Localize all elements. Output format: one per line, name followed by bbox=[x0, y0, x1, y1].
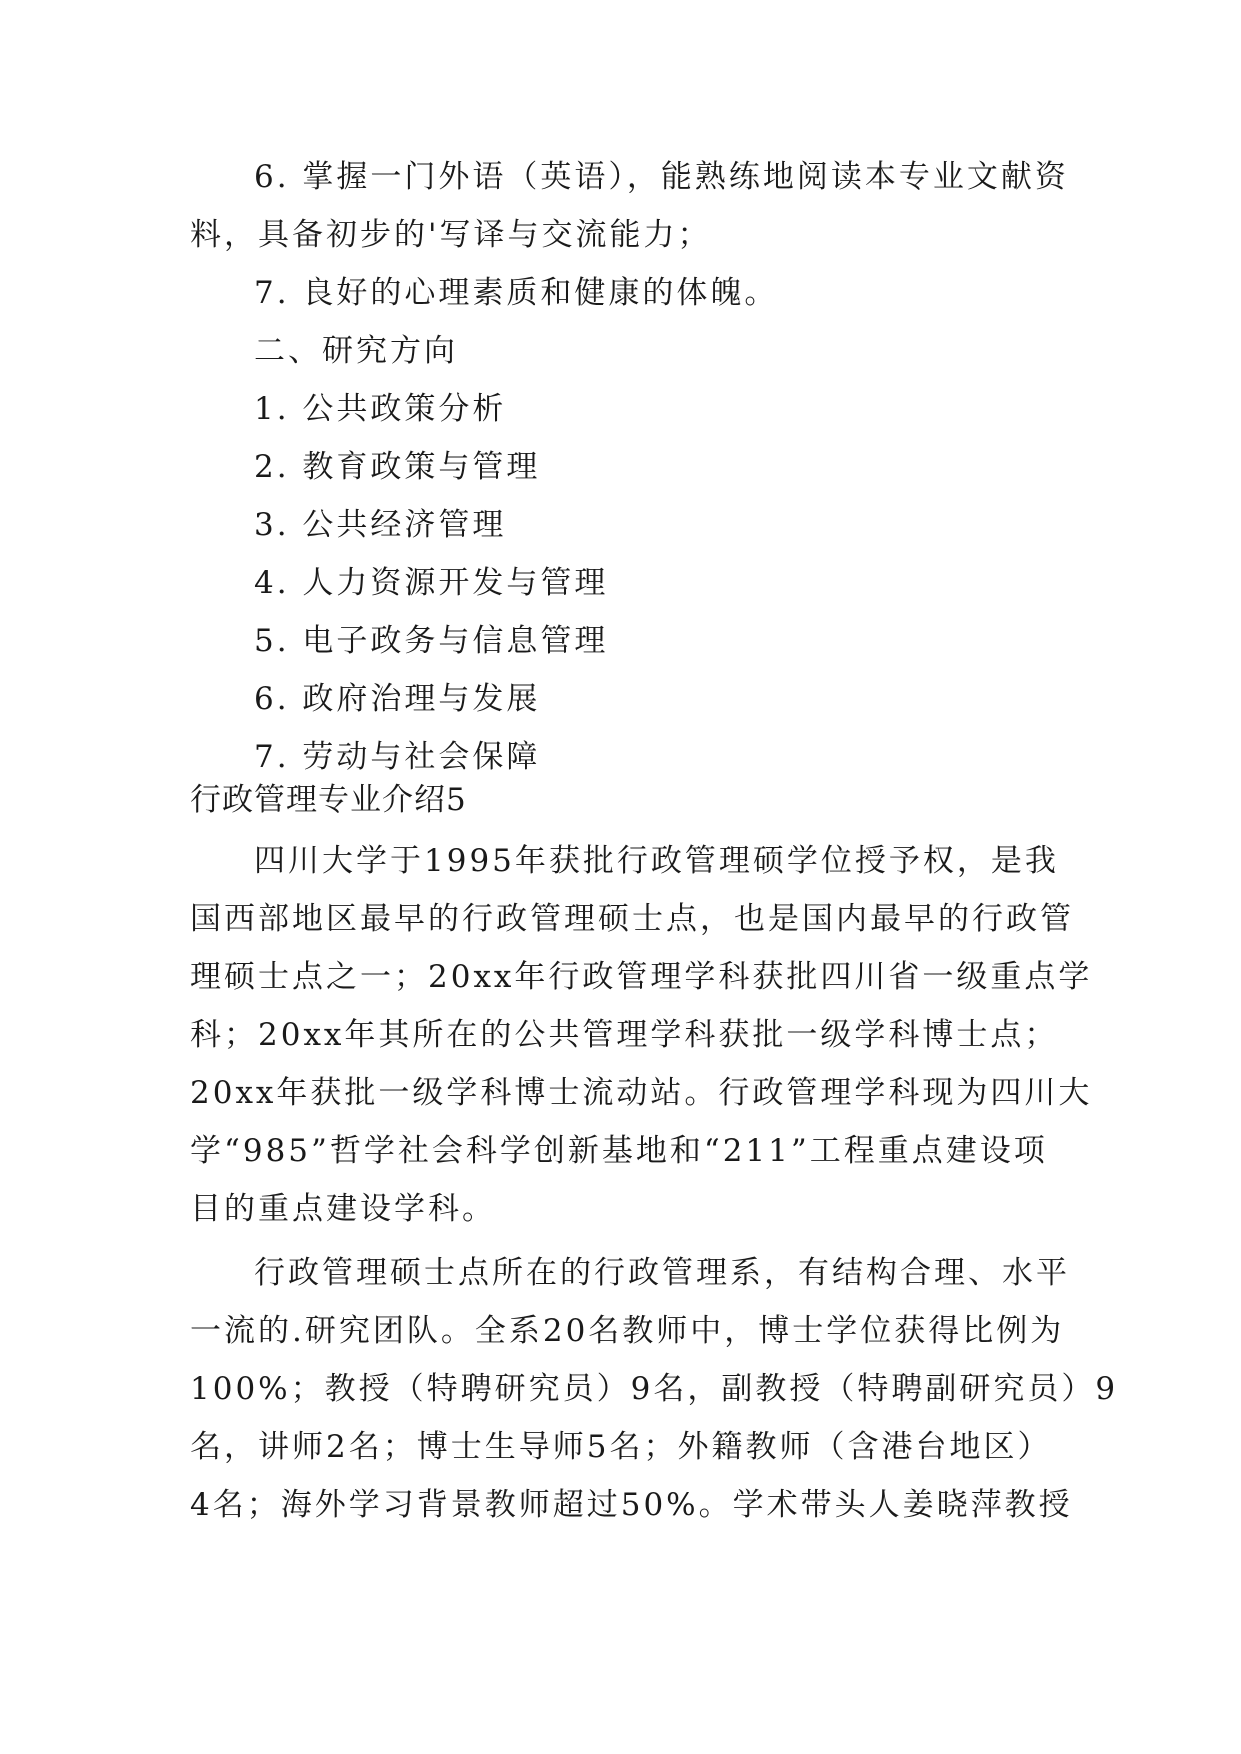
list-item: 1. 公共政策分析 bbox=[254, 391, 507, 427]
paragraph-line: 一流的.研究团队。全系20名教师中，博士学位获得比例为 bbox=[190, 1313, 1065, 1349]
paragraph-line: 国西部地区最早的行政管理硕士点，也是国内最早的行政管 bbox=[190, 901, 1074, 937]
paragraph-line: 科；20xx年其所在的公共管理学科获批一级学科博士点； bbox=[190, 1017, 1059, 1053]
text-block-objectives-directions bbox=[190, 148, 1069, 786]
paragraph-line: 100%；教授（特聘研究员）9名，副教授（特聘副研究员）9 bbox=[190, 1371, 1119, 1407]
list-item: 5. 电子政务与信息管理 bbox=[254, 623, 609, 659]
paragraph-line: 四川大学于1995年获批行政管理硕学位授予权，是我 bbox=[254, 843, 1059, 879]
list-item: 6. 掌握一门外语（英语），能熟练地阅读本专业文献资 bbox=[254, 159, 1069, 195]
list-item: 3. 公共经济管理 bbox=[254, 507, 507, 543]
paragraph-line: 4名；海外学习背景教师超过50%。学术带头人姜晓萍教授 bbox=[190, 1487, 1073, 1523]
section-heading: 二、研究方向 bbox=[254, 333, 458, 369]
list-item: 4. 人力资源开发与管理 bbox=[254, 565, 609, 601]
text-block-introduction bbox=[190, 832, 1119, 1534]
paragraph-line: 学“985”哲学社会科学创新基地和“211”工程重点建设项 bbox=[190, 1133, 1048, 1169]
list-item: 2. 教育政策与管理 bbox=[254, 449, 541, 485]
paragraph-line: 理硕士点之一；20xx年行政管理学科获批四川省一级重点学 bbox=[190, 959, 1093, 995]
list-item: 7. 劳动与社会保障 bbox=[254, 739, 541, 775]
list-item: 7. 良好的心理素质和健康的体魄。 bbox=[254, 275, 779, 311]
list-item: 6. 政府治理与发展 bbox=[254, 681, 541, 717]
paragraph-line: 名，讲师2名；博士生导师5名；外籍教师（含港台地区） bbox=[190, 1429, 1052, 1465]
document-heading: 行政管理专业介绍5 bbox=[190, 782, 467, 818]
paragraph-line: 行政管理硕士点所在的行政管理系，有结构合理、水平 bbox=[254, 1255, 1070, 1291]
paragraph-line: 20xx年获批一级学科博士流动站。行政管理学科现为四川大 bbox=[190, 1075, 1093, 1111]
paragraph-line: 料，具备初步的'写译与交流能力； bbox=[190, 217, 712, 253]
paragraph-line: 目的重点建设学科。 bbox=[190, 1191, 496, 1227]
